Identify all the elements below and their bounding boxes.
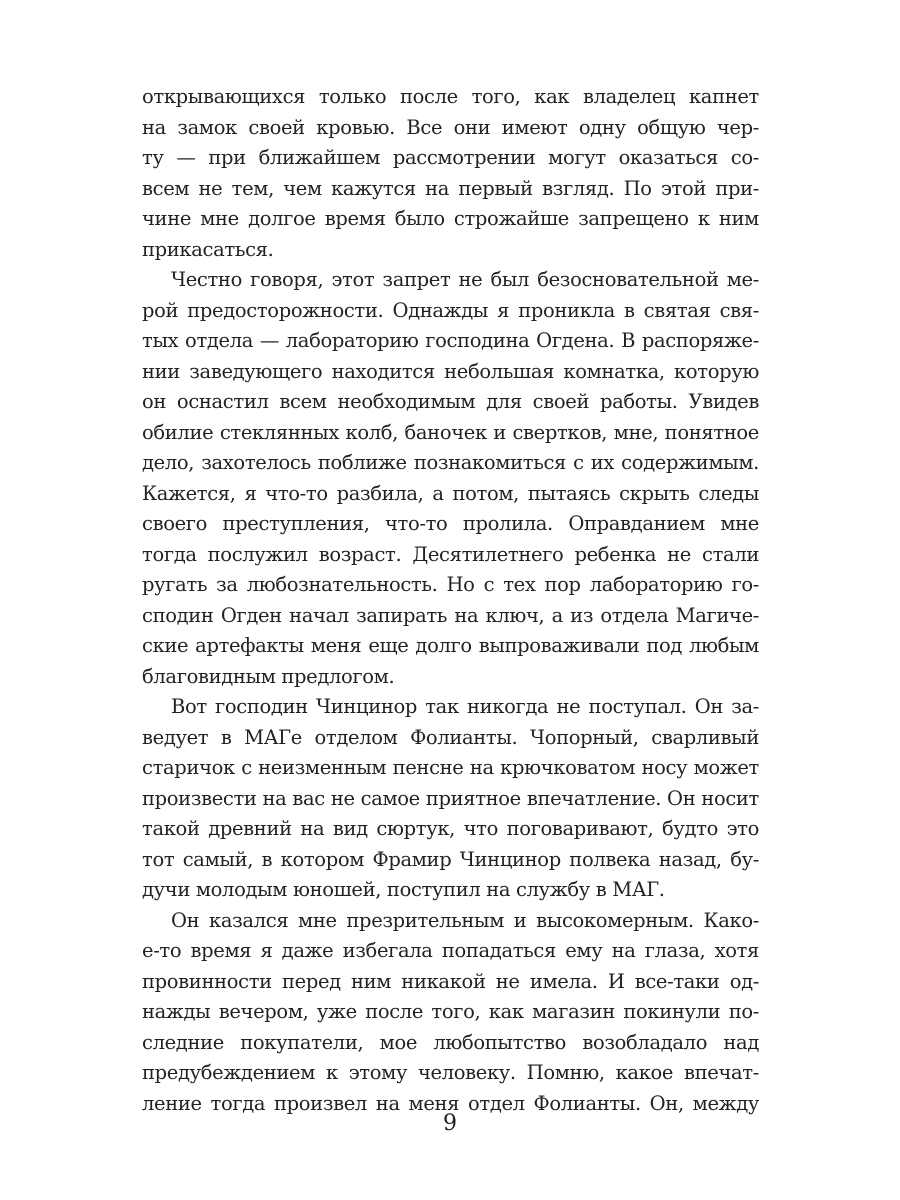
text-line: нии заведующего находится небольшая комнатка, которую — [142, 359, 759, 383]
text-line: тот самый, в котором Фрамир Чинцинор полвека назад, бу- — [142, 847, 759, 871]
text-line: обилие стеклянных колб, баночек и свертков, мне, понятное — [142, 420, 759, 444]
text-line: произвести на вас не самое приятное впечатление. Он носит — [142, 786, 759, 810]
text-line: тогда послужил возраст. Десятилетнего ребенка не стали — [142, 542, 759, 566]
text-line: провинности перед ним никакой не имела. И все-таки од- — [142, 969, 759, 993]
text-line: е-то время я даже избегала попадаться ему на глаза, хотя — [142, 939, 759, 962]
paragraph-first-line: Он казался мне презрительным и высокомерным. Како- — [171, 908, 759, 932]
text-line: он оснастил всем необходимым для своей работы. Увидев — [142, 390, 759, 413]
body-text — [142, 82, 759, 1119]
text-line: Кажется, я что-то разбила, а потом, пытаясь скрыть следы — [142, 481, 759, 505]
text-line: ские артефакты меня еще долго выпроваживали под любым — [142, 634, 759, 657]
page-number: 9 — [443, 1111, 457, 1136]
text-line: дучи молодым юношей, поступил на службу в МАГ. — [142, 878, 665, 901]
text-line: такой древний на вид сюртук, что поговаривают, будто это — [142, 817, 759, 840]
text-line: прикасаться. — [142, 237, 274, 261]
text-line: чине мне долгое время было строжайше запрещено к ним — [142, 207, 759, 230]
text-line: благовидным предлогом. — [142, 664, 395, 688]
text-line: своего преступления, что-то пролила. Оправданием мне — [142, 512, 759, 535]
text-line: всем не тем, чем кажутся на первый взгляд. По этой при- — [142, 176, 759, 200]
text-line: старичок с неизменным пенсне на крючковатом носу может — [142, 756, 759, 779]
text-line: нажды вечером, уже после того, как магазин покинули по- — [142, 1000, 759, 1023]
text-line: открывающихся только после того, как владелец капнет — [142, 85, 759, 108]
text-line: следние покупатели, мое любопытство возобладало над — [142, 1030, 759, 1054]
text-line: сподин Огден начал запирать на ключ, а из отдела Магиче- — [142, 603, 759, 627]
text-line: ление тогда произвел на меня отдел Фолианты. Он, между — [142, 1091, 759, 1115]
text-line: предубеждением к этому человеку. Помню, какое впечат- — [142, 1061, 759, 1084]
text-line: на замок своей кровью. Все они имеют одну общую чер- — [142, 115, 759, 139]
text-line: ругать за любознательность. Но с тех пор лабораторию го- — [142, 573, 759, 596]
text-line: ведует в МАГе отделом Фолианты. Чопорный, сварливый — [142, 725, 759, 749]
paragraph-first-line: Вот господин Чинцинор так никогда не поступал. Он за- — [171, 695, 759, 718]
text-line: рой предосторожности. Однажды я проникла в святая свя- — [142, 298, 759, 322]
text-line: тых отдела — лабораторию господина Огдена. В распоряже- — [142, 329, 759, 352]
paragraph-first-line: Честно говоря, этот запрет не был безосновательной ме- — [171, 268, 759, 291]
text-line: ту — при ближайшем рассмотрении могут оказаться со- — [142, 146, 759, 169]
text-line: дело, захотелось поближе познакомиться с их содержимым. — [142, 451, 759, 474]
